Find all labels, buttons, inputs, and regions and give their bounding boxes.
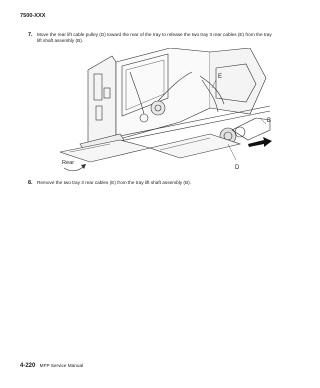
document-model-header: 7500-XXX	[20, 13, 46, 19]
rear-orientation-arrow	[64, 166, 84, 171]
page-number: 4-220	[20, 363, 36, 369]
step-number: 8.	[28, 180, 33, 186]
page-footer	[20, 363, 83, 369]
callout-b: B	[267, 118, 272, 124]
callout-d: D	[235, 165, 240, 171]
step-7	[28, 32, 277, 45]
step-number: 7.	[28, 32, 33, 38]
step-text: Move the rear lift cable pulley (D) toward the rear of the tray to release the two tray 3 rear cables (E) from the tray lift shaft assembly (B).	[37, 32, 272, 44]
tray-lift-assembly-illustration	[60, 48, 285, 176]
step-text: Remove the two tray 3 rear cables (E) from the tray lift shaft assembly (B).	[37, 180, 191, 185]
manual-title: MFP Service Manual	[39, 363, 84, 368]
callout-e: E	[218, 74, 223, 80]
step-8	[28, 180, 277, 186]
rear-label: Rear	[62, 160, 75, 166]
